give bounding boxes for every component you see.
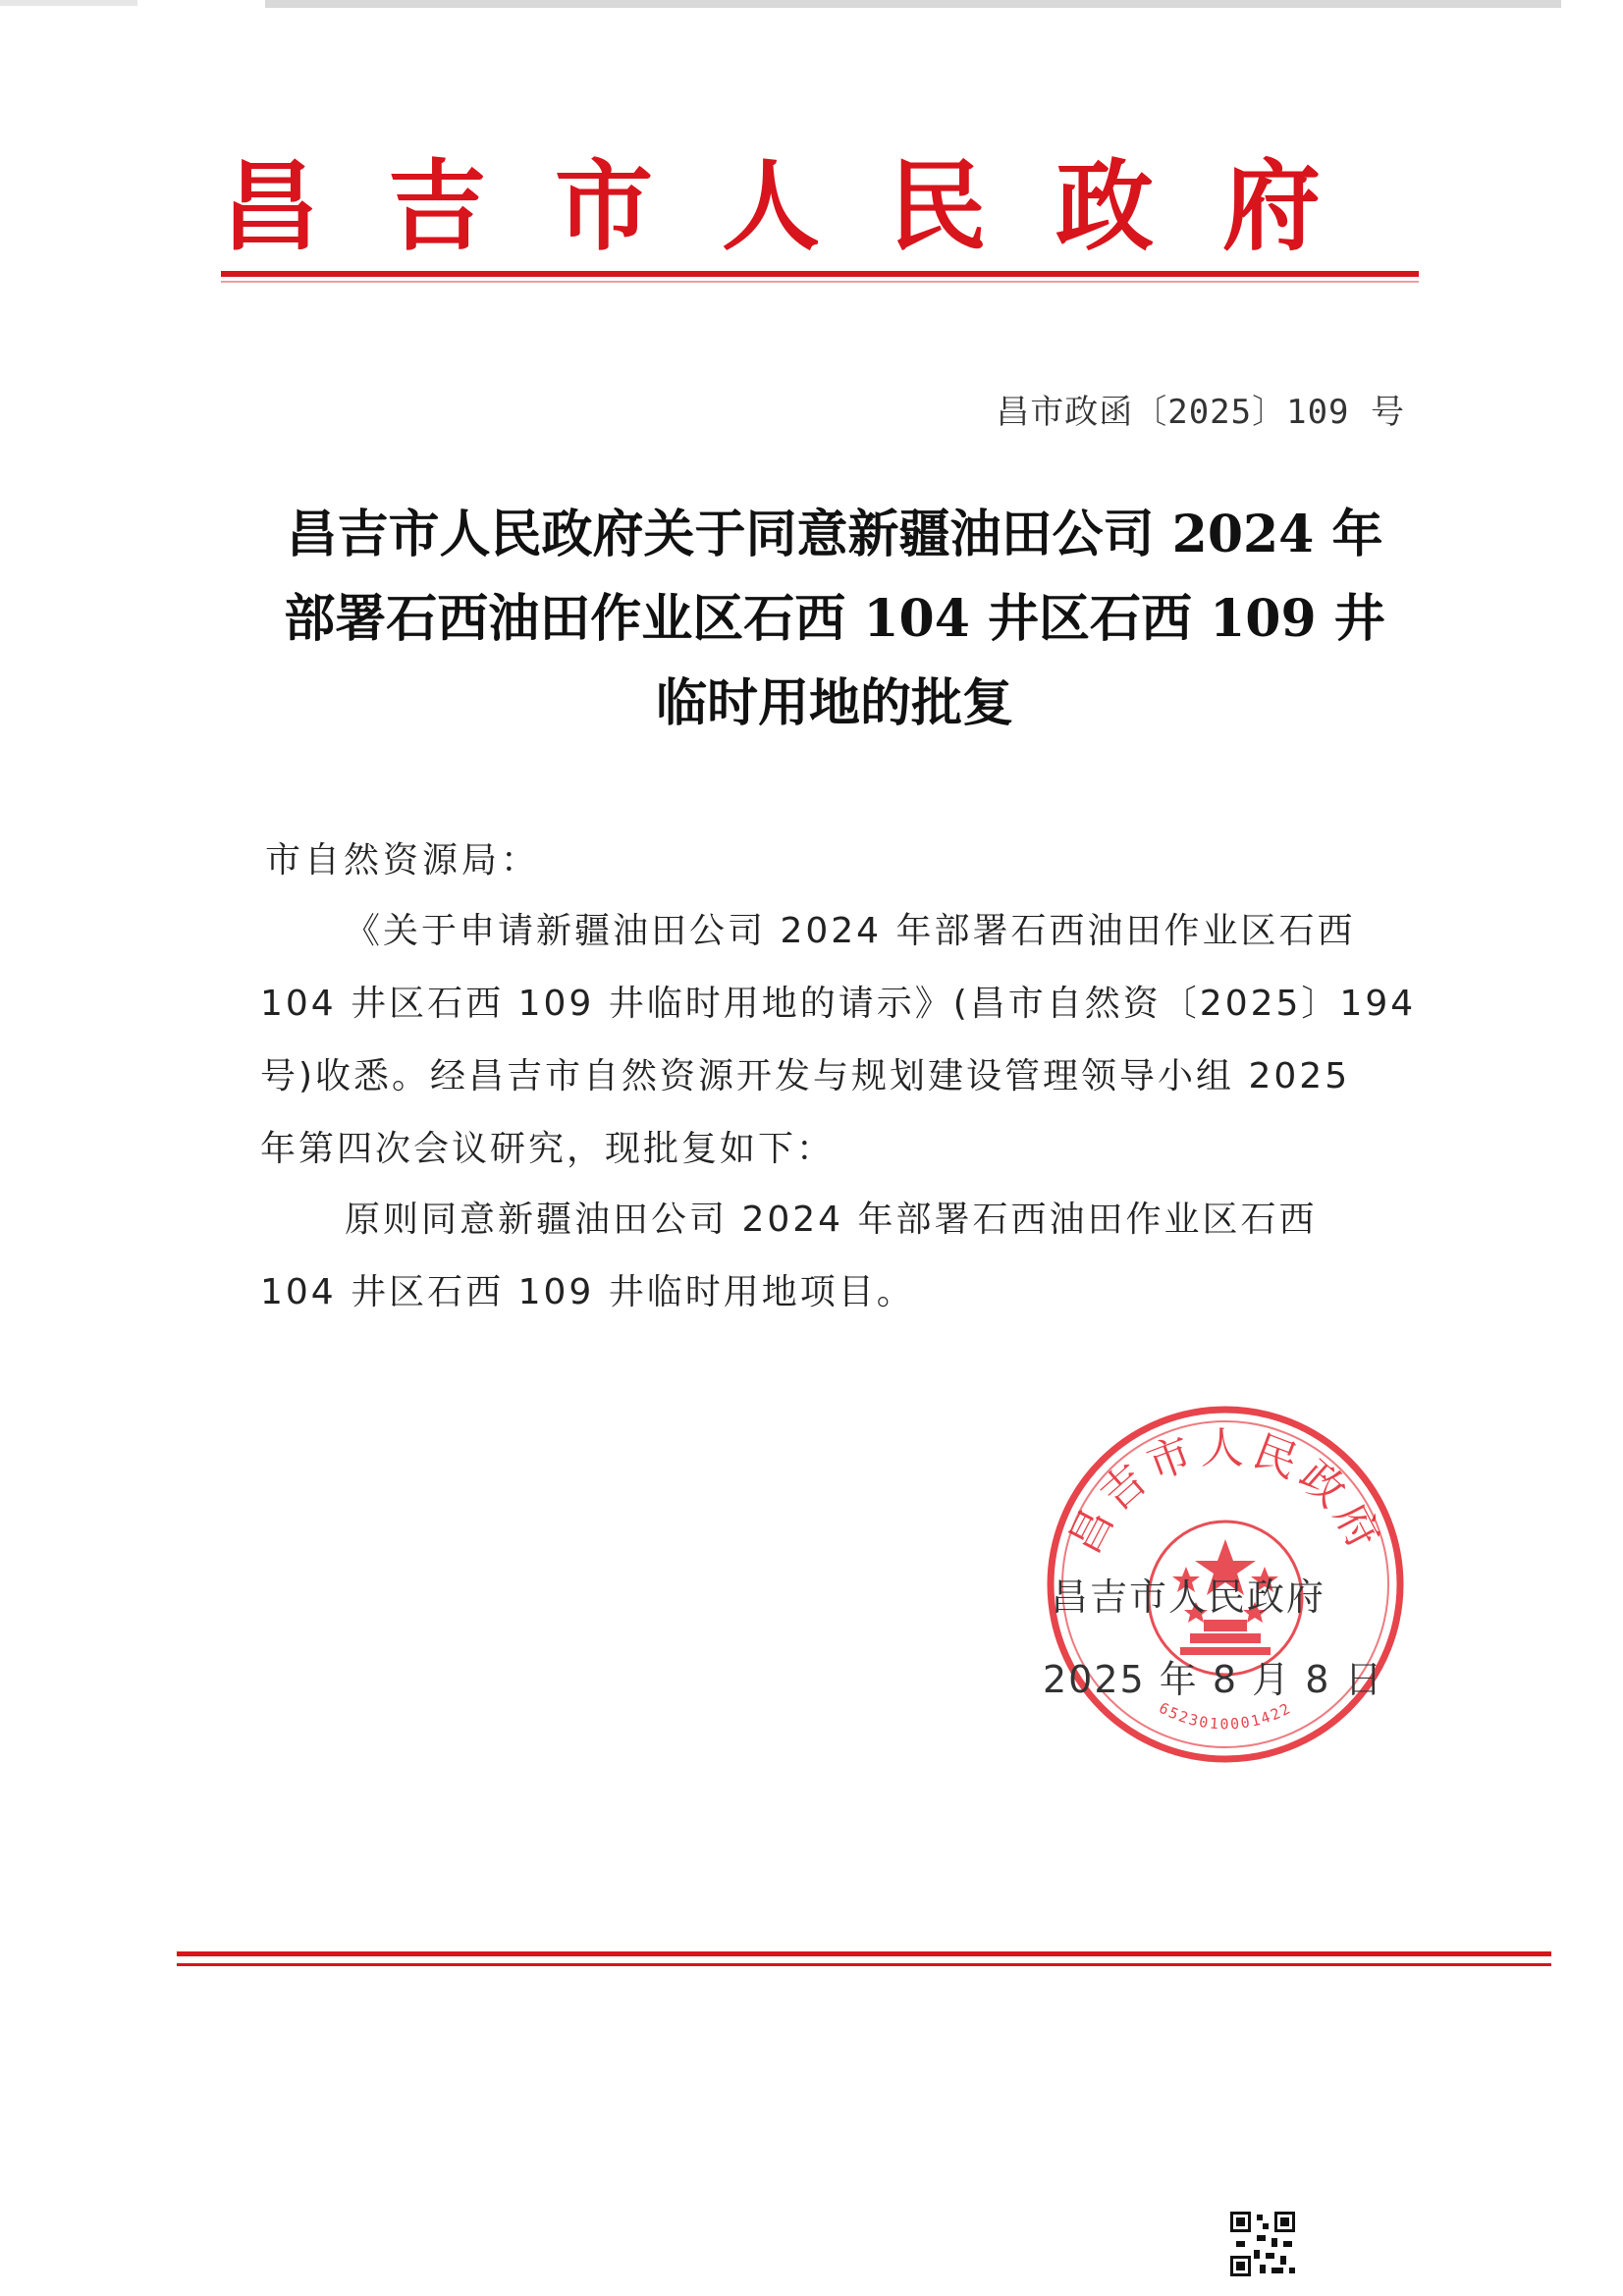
document-title	[245, 493, 1424, 746]
addressee: 市自然资源局：	[265, 840, 541, 881]
body-line: 《关于申请新疆油田公司 2024 年部署石西油田作业区石西	[345, 911, 1356, 951]
document-number: 昌市政函〔2025〕109 号	[996, 393, 1405, 432]
masthead	[221, 147, 1321, 265]
masthead-char: 府	[1222, 148, 1321, 264]
signature-date: 2025 年 8 月 8 日	[1043, 1658, 1384, 1701]
title-line: 临时用地的批复	[655, 673, 1013, 733]
scan-edge-top	[265, 0, 1561, 8]
title-line: 昌吉市人民政府关于同意新疆油田公司 2024 年	[286, 505, 1383, 564]
body-paragraph-1	[260, 895, 1453, 1186]
footer-rule	[177, 1951, 1551, 1956]
title-line: 部署石西油田作业区石西 104 井区石西 109 井	[284, 589, 1385, 649]
body-line: 年第四次会议研究，现批复如下：	[260, 1129, 836, 1169]
qr-code-icon	[1227, 2209, 1298, 2279]
masthead-char: 昌	[221, 148, 319, 264]
body-line: 104 井区石西 109 井临时用地项目。	[260, 1272, 915, 1312]
masthead-char: 人	[722, 148, 820, 264]
scan-edge-left	[0, 0, 137, 6]
masthead-char: 市	[555, 148, 653, 264]
masthead-char: 吉	[388, 148, 486, 264]
body-paragraph-2	[260, 1184, 1453, 1329]
body-line: 104 井区石西 109 井临时用地的请示》(昌市自然资〔2025〕194	[260, 984, 1417, 1024]
masthead-rule	[221, 271, 1419, 277]
footer-rule-secondary	[177, 1963, 1551, 1966]
body-line: 原则同意新疆油田公司 2024 年部署石西油田作业区石西	[345, 1200, 1318, 1240]
body-line: 号)收悉。经昌吉市自然资源开发与规划建设管理领导小组 2025	[260, 1056, 1351, 1096]
svg-text:昌吉市人民政府: 昌吉市人民政府	[1058, 1423, 1392, 1563]
masthead-rule-shadow	[221, 281, 1419, 283]
svg-text:6523010001422: 6523010001422	[1156, 1698, 1295, 1734]
signature-organization: 昌吉市人民政府	[1051, 1575, 1326, 1619]
masthead-char: 政	[1055, 148, 1154, 264]
masthead-char: 民	[889, 148, 987, 264]
